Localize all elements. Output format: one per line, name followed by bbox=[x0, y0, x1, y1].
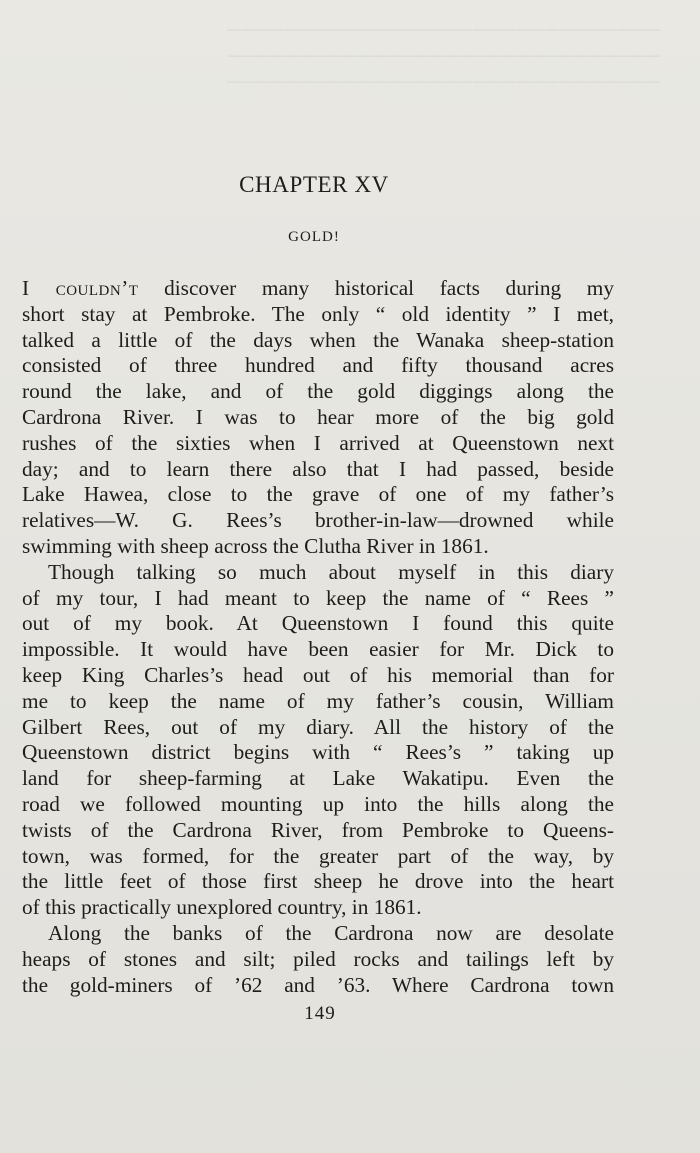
text-line: talked a little of the days when the Wanaka sheep-station bbox=[22, 327, 614, 352]
text-line: Queenstown district begins with “ Rees’s ” taking up bbox=[22, 740, 614, 765]
text-line bbox=[22, 276, 614, 302]
text-line: of my tour, I had meant to keep the name of “ Rees ” bbox=[22, 585, 614, 610]
chapter-title: CHAPTER XV bbox=[239, 172, 389, 197]
text-line: me to keep the name of my father’s cousin, William bbox=[22, 688, 614, 713]
text-line: swimming with sheep across the Clutha River in 1861. bbox=[22, 533, 489, 558]
text-line: town, was formed, for the greater part of the way, by bbox=[22, 843, 614, 868]
text-line: the little feet of those first sheep he drove into the heart bbox=[22, 869, 614, 894]
text-line: Gilbert Rees, out of my diary. All the history of the bbox=[22, 714, 614, 739]
text-line: day; and to learn there also that I had passed, beside bbox=[22, 456, 614, 481]
text-line: keep King Charles’s head out of his memorial than for bbox=[22, 662, 614, 687]
text-line-rest: discover many historical facts during my bbox=[138, 276, 614, 300]
text-line: of this practically unexplored country, in 1861. bbox=[22, 895, 422, 920]
text-line: consisted of three hundred and fifty thousand acres bbox=[22, 353, 614, 378]
show-through-texture: ────────────────────────────── ────────────────────────────── ────────────────────────────── bbox=[226, 20, 660, 93]
text-line: road we followed mounting up into the hills along the bbox=[22, 791, 614, 816]
text-line: Lake Hawea, close to the grave of one of my father’s bbox=[22, 482, 614, 507]
text-line: Cardrona River. I was to hear more of the big gold bbox=[22, 404, 614, 429]
chapter-subtitle: GOLD! bbox=[288, 229, 340, 245]
text-line: the gold-miners of ’62 and ’63. Where Cardrona town bbox=[22, 972, 614, 997]
body-text bbox=[22, 276, 614, 998]
opening-words: I couldn’t bbox=[22, 276, 139, 300]
page-number: 149 bbox=[304, 1003, 336, 1024]
text-line: heaps of stones and silt; piled rocks and tailings left by bbox=[22, 946, 614, 971]
text-line: short stay at Pembroke. The only “ old identity ” I met, bbox=[22, 301, 614, 326]
text-line: Along the banks of the Cardrona now are desolate bbox=[48, 920, 614, 945]
text-line: rushes of the sixties when I arrived at Queenstown next bbox=[22, 430, 614, 455]
text-line: twists of the Cardrona River, from Pembroke to Queens- bbox=[22, 817, 614, 842]
text-line: round the lake, and of the gold diggings along the bbox=[22, 379, 614, 404]
text-line: Though talking so much about myself in this diary bbox=[48, 559, 614, 584]
text-line: impossible. It would have been easier for Mr. Dick to bbox=[22, 637, 614, 662]
text-line: out of my book. At Queenstown I found this quite bbox=[22, 611, 614, 636]
text-line: land for sheep-farming at Lake Wakatipu. Even the bbox=[22, 766, 614, 791]
text-line: relatives—W. G. Rees’s brother-in-law—drowned while bbox=[22, 508, 614, 533]
